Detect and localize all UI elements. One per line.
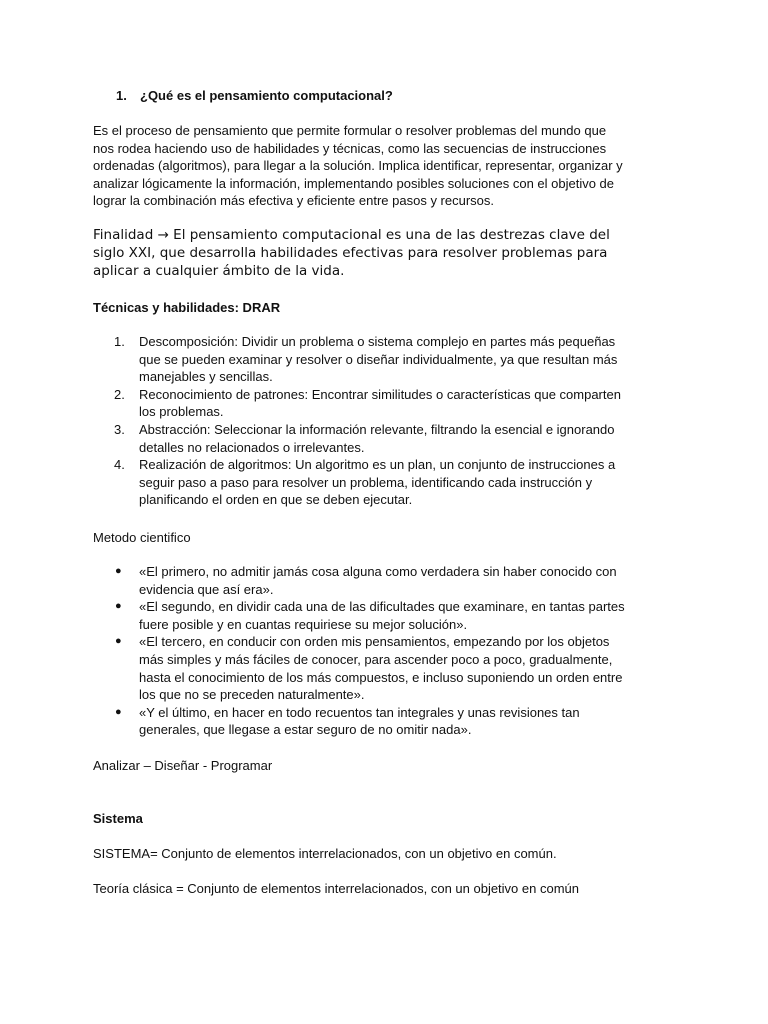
process-line: Analizar – Diseñar - Programar (93, 758, 273, 773)
paragraph-line: ordenadas (algoritmos), para llegar a la solución. Implica identificar, representar, organizar y (93, 158, 623, 174)
paragraph-line: aplicar a cualquier ámbito de la vida. (93, 263, 345, 280)
paragraph-line: Es el proceso de pensamiento que permite formular o resolver problemas del mundo que (93, 123, 607, 138)
bullet-icon: ● (115, 635, 122, 648)
list-item (114, 704, 694, 739)
method-heading: Metodo cientifico (93, 530, 191, 545)
list-number: 1. (114, 334, 125, 349)
method-list (114, 563, 694, 739)
classic-theory-definition: Teoría clásica = Conjunto de elementos interrelacionados, con un objetivo en común (93, 881, 579, 896)
item-line: Reconocimiento de patrones: Encontrar similitudes o características que comparten (139, 386, 621, 402)
question-heading (116, 87, 393, 104)
item-line: los problemas. (139, 404, 224, 420)
list-item (114, 598, 694, 633)
definition-paragraph (93, 122, 693, 210)
techniques-heading: Técnicas y habilidades: DRAR (93, 300, 281, 315)
item-line: Realización de algoritmos: Un algoritmo es un plan, un conjunto de instrucciones a (139, 457, 616, 473)
item-line: evidencia que así era». (139, 581, 274, 597)
question-title: ¿Qué es el pensamiento computacional? (140, 88, 393, 103)
item-line: más simples y más fáciles de conocer, para ascender poco a poco, gradualmente, (139, 651, 613, 667)
bullet-icon: ● (115, 705, 122, 718)
item-line: «Y el último, en hacer en todo recuentos tan integrales y unas revisiones tan (139, 704, 580, 720)
list-number: 3. (114, 421, 125, 437)
item-line: los que no se preceden naturalmente». (139, 687, 365, 703)
bullet-icon: ● (115, 600, 122, 613)
list-item (114, 421, 694, 456)
list-item (114, 563, 694, 598)
item-line: seguir paso a paso para resolver un problema, identificando cada instrucción y (139, 474, 593, 490)
techniques-list (114, 333, 694, 509)
item-line: hasta el conocimiento de los más compuestos, e incluso suponiendo un orden entre (139, 669, 623, 685)
finalidad-paragraph (93, 226, 610, 281)
item-line: Abstracción: Seleccionar la información relevante, filtrando la esencial e ignorando (139, 421, 615, 437)
item-line: «El tercero, en conducir con orden mis pensamientos, empezando por los objetos (139, 634, 610, 650)
paragraph-line: siglo XXI, que desarrolla habilidades efectivas para resolver problemas para (93, 245, 608, 262)
item-line: planificando el orden en que se deben ejecutar. (139, 492, 413, 508)
paragraph-line: analizar lógicamente la información, implementando posibles soluciones con el objetivo de (93, 175, 615, 191)
list-item (114, 333, 694, 386)
item-line: generales, que llegase a estar seguro de no omitir nada». (139, 722, 472, 738)
system-definition: SISTEMA= Conjunto de elementos interrelacionados, con un objetivo en común. (93, 846, 557, 861)
list-number: 2. (114, 386, 125, 402)
list-number: 4. (114, 457, 125, 473)
list-item (114, 456, 694, 509)
paragraph-line: nos rodea haciendo uso de habilidades y técnicas, como las secuencias de instrucciones (93, 140, 607, 156)
bullet-icon: ● (115, 565, 122, 577)
item-line: detalles no relacionados o irrelevantes. (139, 439, 365, 455)
question-number: 1. (116, 88, 127, 103)
item-line: manejables y sencillas. (139, 369, 273, 385)
paragraph-line: Finalidad → El pensamiento computacional es una de las destrezas clave del (93, 227, 610, 243)
item-line: que se pueden examinar y resolver o diseñar individualmente, ya que resultan más (139, 351, 618, 367)
item-line: Descomposición: Dividir un problema o sistema complejo en partes más pequeñas (139, 334, 616, 349)
item-line: «El primero, no admitir jamás cosa alguna como verdadera sin haber conocido con (139, 564, 617, 579)
item-line: fuere posible y en cuantas requiriese su mejor solución». (139, 616, 468, 632)
list-item (114, 386, 694, 421)
list-item (114, 633, 694, 703)
system-heading: Sistema (93, 811, 143, 826)
paragraph-line: lograr la combinación más efectiva y eficiente entre pasos y recursos. (93, 193, 495, 209)
item-line: «El segundo, en dividir cada una de las dificultades que examinare, en tantas partes (139, 599, 625, 615)
